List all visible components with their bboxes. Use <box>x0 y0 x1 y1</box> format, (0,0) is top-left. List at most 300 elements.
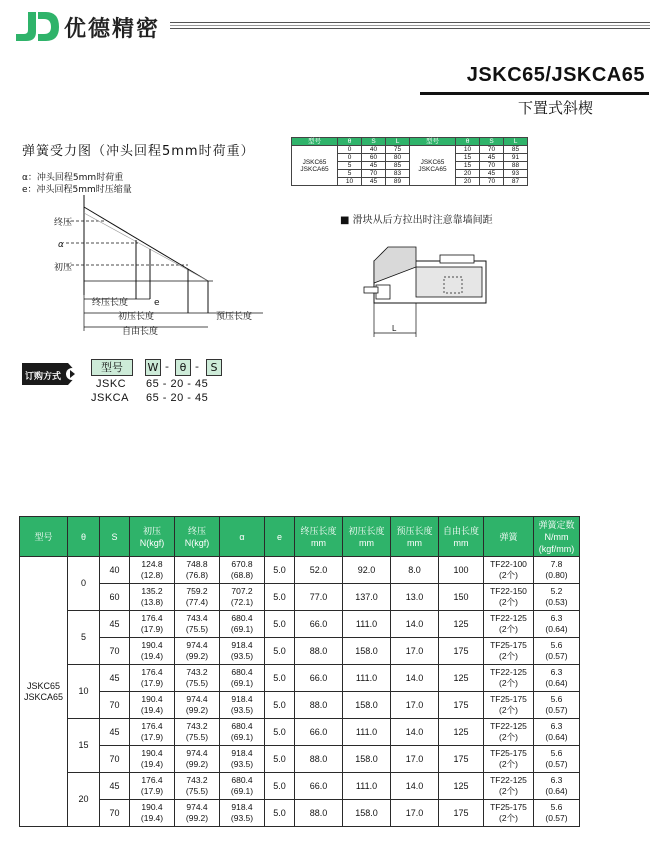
main-th <box>295 517 343 557</box>
main-th <box>100 517 130 557</box>
main-cell-line: (2个) <box>499 651 518 661</box>
main-theta-cell: 20 <box>68 773 100 827</box>
main-th-line: mm <box>453 537 469 548</box>
table-row <box>20 557 580 584</box>
mini-cell: 70 <box>480 162 504 170</box>
mini-cell: 40 <box>362 146 386 154</box>
clearance-note: ■ 滑块从后方拉出时注意靠墙间距 <box>340 215 493 226</box>
main-cell-line: (75.5) <box>185 678 209 688</box>
main-cell: 111.0 <box>343 719 391 746</box>
main-cell-line: (19.4) <box>140 759 164 769</box>
table-row <box>20 665 580 692</box>
spring-force-diagram <box>18 195 268 340</box>
main-cell <box>220 746 265 773</box>
main-cell <box>175 773 220 800</box>
main-cell <box>484 773 534 800</box>
main-cell: 5.0 <box>265 692 295 719</box>
main-cell: 88.0 <box>295 800 343 827</box>
main-cell-line: 6.3 <box>550 775 563 785</box>
main-cell-line: 190.4 <box>141 694 163 704</box>
main-cell-line: 5.6 <box>550 694 563 704</box>
main-cell-line: 680.4 <box>231 721 253 731</box>
main-cell: 158.0 <box>343 692 391 719</box>
main-cell-line: (69.1) <box>230 732 254 742</box>
main-cell-line: TF25-175 <box>490 640 527 650</box>
mini-cell: 0 <box>338 154 362 162</box>
main-th-line: 弹簧定数 <box>538 519 575 530</box>
main-th-line: S <box>111 531 118 542</box>
mini-th: θ <box>338 138 362 146</box>
main-cell-line: 176.4 <box>141 721 163 731</box>
main-cell <box>484 557 534 584</box>
main-cell-line: 190.4 <box>141 802 163 812</box>
mini-model-line: JSKC65 <box>420 158 445 166</box>
main-cell: 158.0 <box>343 638 391 665</box>
main-cell <box>220 665 265 692</box>
main-cell-line: (0.53) <box>545 597 568 607</box>
main-cell <box>534 746 580 773</box>
main-cell-line: (19.4) <box>140 813 164 823</box>
main-cell-line: (17.9) <box>140 678 164 688</box>
mini-cell: 5 <box>338 170 362 178</box>
table-row <box>20 692 580 719</box>
main-model-line: JSKC65 <box>26 680 61 691</box>
main-cell-line: 6.3 <box>550 613 563 623</box>
main-cell-line: (13.8) <box>140 597 164 607</box>
main-cell <box>130 584 175 611</box>
main-cell-line: 176.4 <box>141 667 163 677</box>
main-cell <box>534 665 580 692</box>
order-code-1: 65 - 20 - 45 <box>146 378 209 390</box>
main-cell-line: (0.57) <box>545 759 568 769</box>
mini-model-left <box>292 146 338 186</box>
main-cell-line: (0.80) <box>545 570 568 580</box>
main-cell <box>220 638 265 665</box>
main-cell-line: (17.9) <box>140 786 164 796</box>
main-cell <box>484 746 534 773</box>
label-preload-length: 预压长度 <box>216 312 253 322</box>
main-cell: 5.0 <box>265 800 295 827</box>
main-cell-line: (72.1) <box>230 597 254 607</box>
mini-cell: 10 <box>338 178 362 186</box>
mini-cell: 88 <box>504 162 528 170</box>
main-cell-line: (68.8) <box>230 570 254 580</box>
main-cell <box>534 557 580 584</box>
main-th <box>68 517 100 557</box>
main-cell-line: (2个) <box>499 759 518 769</box>
main-cell-line: 918.4 <box>231 694 253 704</box>
mini-th: S <box>480 138 504 146</box>
main-th-line: mm <box>407 537 422 548</box>
main-cell <box>130 800 175 827</box>
main-cell-line: (75.5) <box>185 786 209 796</box>
main-cell: 66.0 <box>295 719 343 746</box>
main-cell: 14.0 <box>391 773 439 800</box>
main-cell-line: (93.5) <box>230 651 254 661</box>
main-cell-line: 974.4 <box>186 694 208 704</box>
main-cell-line: (17.9) <box>140 732 164 742</box>
main-cell <box>130 773 175 800</box>
main-cell-line: (2个) <box>499 705 518 715</box>
main-th-line: 型号 <box>34 531 53 542</box>
main-cell-line: 743.2 <box>186 667 208 677</box>
main-th-line: 终压长度 <box>300 525 337 536</box>
main-header-row <box>20 517 580 557</box>
main-th-line: mm <box>311 537 326 548</box>
main-cell-line: (0.57) <box>545 813 568 823</box>
main-cell-line: 135.2 <box>141 586 163 596</box>
main-cell-line: 974.4 <box>186 802 208 812</box>
main-cell: 150 <box>439 584 484 611</box>
main-cell <box>130 557 175 584</box>
main-cell: 17.0 <box>391 638 439 665</box>
main-cell: 45 <box>100 719 130 746</box>
table-row <box>20 584 580 611</box>
header-rule <box>170 22 650 29</box>
main-cell-line: TF25-175 <box>490 694 527 704</box>
main-cell <box>484 800 534 827</box>
main-th <box>484 517 534 557</box>
main-cell-line: (99.2) <box>185 813 209 823</box>
main-cell: 17.0 <box>391 746 439 773</box>
mini-cell: 45 <box>362 178 386 186</box>
mini-cell: 85 <box>386 162 410 170</box>
main-cell: 111.0 <box>343 773 391 800</box>
main-cell: 175 <box>439 692 484 719</box>
label-free-length: 自由长度 <box>122 327 159 337</box>
main-cell-line: 743.4 <box>186 613 208 623</box>
mini-cell: 20 <box>456 178 480 186</box>
main-cell: 77.0 <box>295 584 343 611</box>
main-cell: 17.0 <box>391 692 439 719</box>
main-cell-line: 743.2 <box>186 721 208 731</box>
main-cell-line: TF22-125 <box>490 775 527 785</box>
main-cell <box>130 611 175 638</box>
table-row <box>20 746 580 773</box>
main-cell: 175 <box>439 746 484 773</box>
brand-logo-icon <box>14 10 60 42</box>
main-theta-cell: 5 <box>68 611 100 665</box>
main-cell-line: (93.5) <box>230 705 254 715</box>
main-th-line: N(kgf) <box>139 537 165 548</box>
order-head-w: W <box>145 359 161 376</box>
main-cell <box>175 557 220 584</box>
main-cell-line: (2个) <box>499 570 518 580</box>
main-cell <box>175 746 220 773</box>
main-cell-line: (76.8) <box>185 570 209 580</box>
label-L: L <box>392 324 397 333</box>
main-cell-line: TF22-150 <box>490 586 527 596</box>
main-cell-line: (2个) <box>499 597 518 607</box>
main-cell <box>130 692 175 719</box>
main-cell <box>175 719 220 746</box>
main-cell <box>220 584 265 611</box>
mini-cell: 70 <box>480 146 504 154</box>
mini-cell: 83 <box>386 170 410 178</box>
main-cell-line: 743.2 <box>186 775 208 785</box>
main-cell: 125 <box>439 665 484 692</box>
model-subtitle: 下置式斜楔 <box>517 99 593 117</box>
main-cell <box>130 638 175 665</box>
mini-cell: 10 <box>456 146 480 154</box>
label-alpha: α <box>58 240 64 250</box>
main-cell: 60 <box>100 584 130 611</box>
main-cell: 66.0 <box>295 773 343 800</box>
main-cell-line: (0.57) <box>545 705 568 715</box>
mini-cell: 20 <box>456 170 480 178</box>
order-head-model: 型号 <box>91 359 133 376</box>
label-initial: 初压 <box>54 263 73 273</box>
mini-cell: 5 <box>338 162 362 170</box>
main-cell <box>484 611 534 638</box>
main-model-cell <box>20 557 68 827</box>
main-cell: 66.0 <box>295 665 343 692</box>
main-cell: 17.0 <box>391 800 439 827</box>
main-cell <box>484 665 534 692</box>
main-cell: 92.0 <box>343 557 391 584</box>
main-cell-line: 918.4 <box>231 802 253 812</box>
main-cell: 137.0 <box>343 584 391 611</box>
main-cell: 40 <box>100 557 130 584</box>
main-cell-line: 918.4 <box>231 640 253 650</box>
main-th-line: N/mm <box>544 531 569 542</box>
main-th-line: 预压长度 <box>396 525 433 536</box>
main-cell <box>534 584 580 611</box>
main-cell: 100 <box>439 557 484 584</box>
main-cell: 5.0 <box>265 557 295 584</box>
main-cell-line: 680.4 <box>231 613 253 623</box>
main-cell <box>220 692 265 719</box>
main-cell <box>534 611 580 638</box>
main-th <box>534 517 580 557</box>
mini-th: L <box>504 138 528 146</box>
brand-name: 优德精密 <box>64 17 161 42</box>
main-cell <box>484 638 534 665</box>
mini-header-row <box>292 138 528 146</box>
order-model-2: JSKCA <box>91 392 129 404</box>
slider-clearance-diagram <box>360 233 490 343</box>
main-cell-line: (0.64) <box>545 624 568 634</box>
mini-cell: 60 <box>362 154 386 162</box>
main-cell-line: 190.4 <box>141 748 163 758</box>
table-row <box>20 611 580 638</box>
main-cell <box>220 611 265 638</box>
main-cell-line: 6.3 <box>550 721 563 731</box>
main-th <box>130 517 175 557</box>
main-cell-line: (0.64) <box>545 732 568 742</box>
main-th-line: 自由长度 <box>442 525 479 536</box>
main-cell <box>175 692 220 719</box>
main-th-line: 弹簧 <box>499 531 518 542</box>
main-cell <box>130 746 175 773</box>
main-cell <box>130 665 175 692</box>
main-th-line: mm <box>359 537 374 548</box>
main-cell: 52.0 <box>295 557 343 584</box>
order-code-2: 65 - 20 - 45 <box>146 392 209 404</box>
spring-spec-table <box>19 516 580 827</box>
main-cell: 14.0 <box>391 665 439 692</box>
main-cell: 5.0 <box>265 773 295 800</box>
mini-th: S <box>362 138 386 146</box>
main-cell-line: 759.2 <box>186 586 208 596</box>
mini-th: θ <box>456 138 480 146</box>
table-row <box>20 800 580 827</box>
main-cell <box>175 638 220 665</box>
main-th <box>265 517 295 557</box>
mini-cell: 45 <box>480 170 504 178</box>
mini-model-right <box>410 146 456 186</box>
table-row <box>20 638 580 665</box>
spring-section-title: 弹簧受力图（冲头回程5mm时荷重） <box>22 144 255 159</box>
main-cell <box>534 773 580 800</box>
mini-cell: 70 <box>362 170 386 178</box>
main-cell: 66.0 <box>295 611 343 638</box>
main-cell-line: (2个) <box>499 624 518 634</box>
label-e: e <box>154 298 160 308</box>
main-cell-line: (19.4) <box>140 705 164 715</box>
main-cell: 70 <box>100 692 130 719</box>
mini-model-line: JSKCA65 <box>418 165 447 173</box>
main-cell-line: 176.4 <box>141 775 163 785</box>
main-cell-line: (2个) <box>499 732 518 742</box>
main-cell-line: (19.4) <box>140 651 164 661</box>
order-dash: - <box>165 360 169 373</box>
main-cell: 5.0 <box>265 611 295 638</box>
main-th <box>175 517 220 557</box>
main-cell-line: 6.3 <box>550 667 563 677</box>
legend-alpha: α：冲头回程5mm时荷重 <box>22 173 124 183</box>
main-cell-line: (93.5) <box>230 759 254 769</box>
main-cell: 45 <box>100 665 130 692</box>
main-cell-line: 974.4 <box>186 748 208 758</box>
main-cell-line: (75.5) <box>185 624 209 634</box>
main-cell: 5.0 <box>265 665 295 692</box>
main-cell: 88.0 <box>295 692 343 719</box>
main-cell: 14.0 <box>391 611 439 638</box>
mini-cell: 45 <box>480 154 504 162</box>
legend-e: e：冲头回程5mm时压缩量 <box>22 185 132 195</box>
main-cell-line: (2个) <box>499 813 518 823</box>
main-cell-line: 748.8 <box>186 559 208 569</box>
main-cell-line: 176.4 <box>141 613 163 623</box>
mini-th: 型号 <box>292 138 338 146</box>
main-cell: 88.0 <box>295 746 343 773</box>
main-cell <box>534 638 580 665</box>
mini-cell: 0 <box>338 146 362 154</box>
main-cell: 5.0 <box>265 638 295 665</box>
main-cell: 45 <box>100 611 130 638</box>
main-cell-line: (69.1) <box>230 678 254 688</box>
label-final: 终压 <box>54 218 73 228</box>
main-cell: 158.0 <box>343 800 391 827</box>
main-cell: 125 <box>439 611 484 638</box>
main-cell <box>534 692 580 719</box>
main-th-line: N(kgf) <box>184 537 210 548</box>
main-cell-line: (93.5) <box>230 813 254 823</box>
main-cell: 5.0 <box>265 746 295 773</box>
main-cell: 175 <box>439 800 484 827</box>
main-cell: 5.0 <box>265 584 295 611</box>
mini-cell: 87 <box>504 178 528 186</box>
main-cell: 125 <box>439 719 484 746</box>
main-cell-line: TF22-125 <box>490 667 527 677</box>
main-cell-line: (99.2) <box>185 759 209 769</box>
main-cell-line: (69.1) <box>230 786 254 796</box>
order-head-theta: θ <box>175 359 191 376</box>
label-initial-length: 初压长度 <box>118 312 155 322</box>
model-title: JSKC65/JSKCA65 <box>466 64 645 86</box>
main-cell-line: (0.57) <box>545 651 568 661</box>
main-th <box>439 517 484 557</box>
main-cell: 14.0 <box>391 719 439 746</box>
main-th-line: θ <box>80 531 86 542</box>
mini-cell: 93 <box>504 170 528 178</box>
label-final-length: 终压长度 <box>92 298 129 308</box>
main-cell-line: TF25-175 <box>490 748 527 758</box>
main-theta-cell: 0 <box>68 557 100 611</box>
main-cell-line: 918.4 <box>231 748 253 758</box>
main-th <box>20 517 68 557</box>
main-cell-line: 680.4 <box>231 775 253 785</box>
mini-cell: 45 <box>362 162 386 170</box>
mini-cell: 91 <box>504 154 528 162</box>
mini-th: L <box>386 138 410 146</box>
main-cell-line: TF22-125 <box>490 721 527 731</box>
main-cell: 158.0 <box>343 746 391 773</box>
table-row <box>20 719 580 746</box>
main-cell <box>484 692 534 719</box>
main-cell-line: TF25-175 <box>490 802 527 812</box>
main-cell-line: TF22-125 <box>490 613 527 623</box>
main-cell-line: (0.64) <box>545 786 568 796</box>
title-rule <box>420 92 649 95</box>
main-cell-line: 5.6 <box>550 640 563 650</box>
main-cell-line: (75.5) <box>185 732 209 742</box>
main-cell-line: 707.2 <box>231 586 253 596</box>
main-cell-line: 974.4 <box>186 640 208 650</box>
main-cell-line: 5.6 <box>550 748 563 758</box>
main-cell-line: (0.64) <box>545 678 568 688</box>
main-model-line: JSKCA65 <box>23 691 64 702</box>
main-cell <box>175 800 220 827</box>
order-model-1: JSKC <box>96 378 127 390</box>
main-cell-line: (2个) <box>499 678 518 688</box>
main-cell <box>220 719 265 746</box>
main-cell-line: 124.8 <box>141 559 163 569</box>
mini-cell: 15 <box>456 154 480 162</box>
main-cell-line: TF22-100 <box>490 559 527 569</box>
mini-model-line: JSKCA65 <box>300 165 329 173</box>
main-cell-line: 680.4 <box>231 667 253 677</box>
order-badge-label: 订购方式 <box>25 372 62 382</box>
main-cell <box>130 719 175 746</box>
order-head-s: S <box>206 359 222 376</box>
main-cell <box>175 584 220 611</box>
main-cell: 70 <box>100 638 130 665</box>
mini-spec-table <box>291 137 528 186</box>
table-row <box>20 773 580 800</box>
main-cell-line: 5.2 <box>550 586 563 596</box>
main-cell: 70 <box>100 800 130 827</box>
main-theta-cell: 10 <box>68 665 100 719</box>
main-cell-line: (99.2) <box>185 651 209 661</box>
main-cell <box>484 719 534 746</box>
main-cell <box>534 800 580 827</box>
main-th-line: 初压长度 <box>348 525 385 536</box>
mini-row <box>292 146 528 154</box>
main-th-line: α <box>239 531 245 542</box>
spring-legend <box>22 172 132 196</box>
